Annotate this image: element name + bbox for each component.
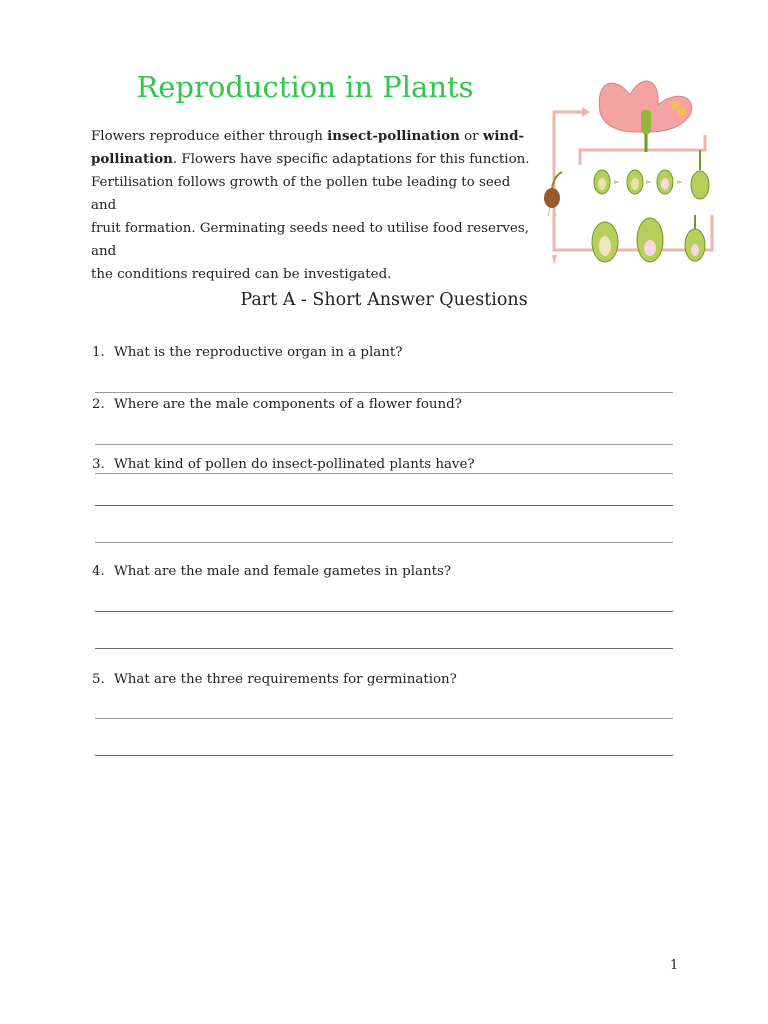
question-text: What are the male and female gametes in plants? — [114, 564, 452, 579]
answer-line-q1[interactable] — [95, 392, 673, 393]
document-title: Reproduction in Plants — [136, 70, 474, 104]
question-text: Where are the male components of a flower found? — [114, 397, 462, 412]
answer-line-q4-a[interactable] — [95, 611, 673, 612]
intro-text-2: or — [459, 129, 483, 144]
question-5 — [92, 672, 457, 687]
intro-paragraph — [91, 125, 531, 286]
answer-line-q5-b[interactable] — [95, 755, 673, 756]
answer-line-q2[interactable] — [95, 444, 673, 445]
intro-text-3: . Flowers have specific adaptations for this function. — [172, 152, 530, 167]
question-text: What is the reproductive organ in a plant? — [114, 345, 403, 360]
question-number: 1. — [92, 345, 105, 360]
part-a-heading: Part A - Short Answer Questions — [240, 290, 528, 310]
answer-line-q3-a[interactable] — [95, 473, 673, 474]
page-number: 1 — [670, 958, 679, 973]
question-number: 3. — [92, 457, 105, 472]
intro-line-5: the conditions required can be investigated. — [91, 267, 392, 282]
intro-line-4: fruit formation. Germinating seeds need to utilise food reserves, and — [91, 221, 529, 259]
ovule-row-top — [594, 150, 709, 199]
question-4 — [92, 564, 451, 579]
intro-line-3: Fertilisation follows growth of the pollen tube leading to seed and — [91, 175, 511, 213]
answer-line-q3-b[interactable] — [95, 505, 673, 506]
answer-line-q3-c[interactable] — [95, 542, 673, 543]
plant-life-cycle-diagram — [540, 70, 730, 275]
question-number: 5. — [92, 672, 105, 687]
intro-bold-wind: wind- — [482, 128, 525, 144]
ovule-row-bottom — [592, 215, 705, 262]
question-number: 2. — [92, 397, 105, 412]
question-text: What are the three requirements for germination? — [114, 672, 457, 687]
flower-icon — [599, 81, 691, 152]
question-2 — [92, 397, 462, 412]
answer-line-q5-a[interactable] — [95, 718, 673, 719]
question-3 — [92, 457, 475, 472]
question-number: 4. — [92, 564, 105, 579]
question-text: What kind of pollen do insect-pollinated plants have? — [114, 457, 475, 472]
answer-line-q4-b[interactable] — [95, 648, 673, 649]
intro-bold-insect-pollination: insect-pollination — [327, 128, 460, 144]
question-1 — [92, 345, 402, 360]
intro-text-1: Flowers reproduce either through — [91, 129, 328, 144]
intro-bold-pollination: pollination — [91, 151, 173, 167]
